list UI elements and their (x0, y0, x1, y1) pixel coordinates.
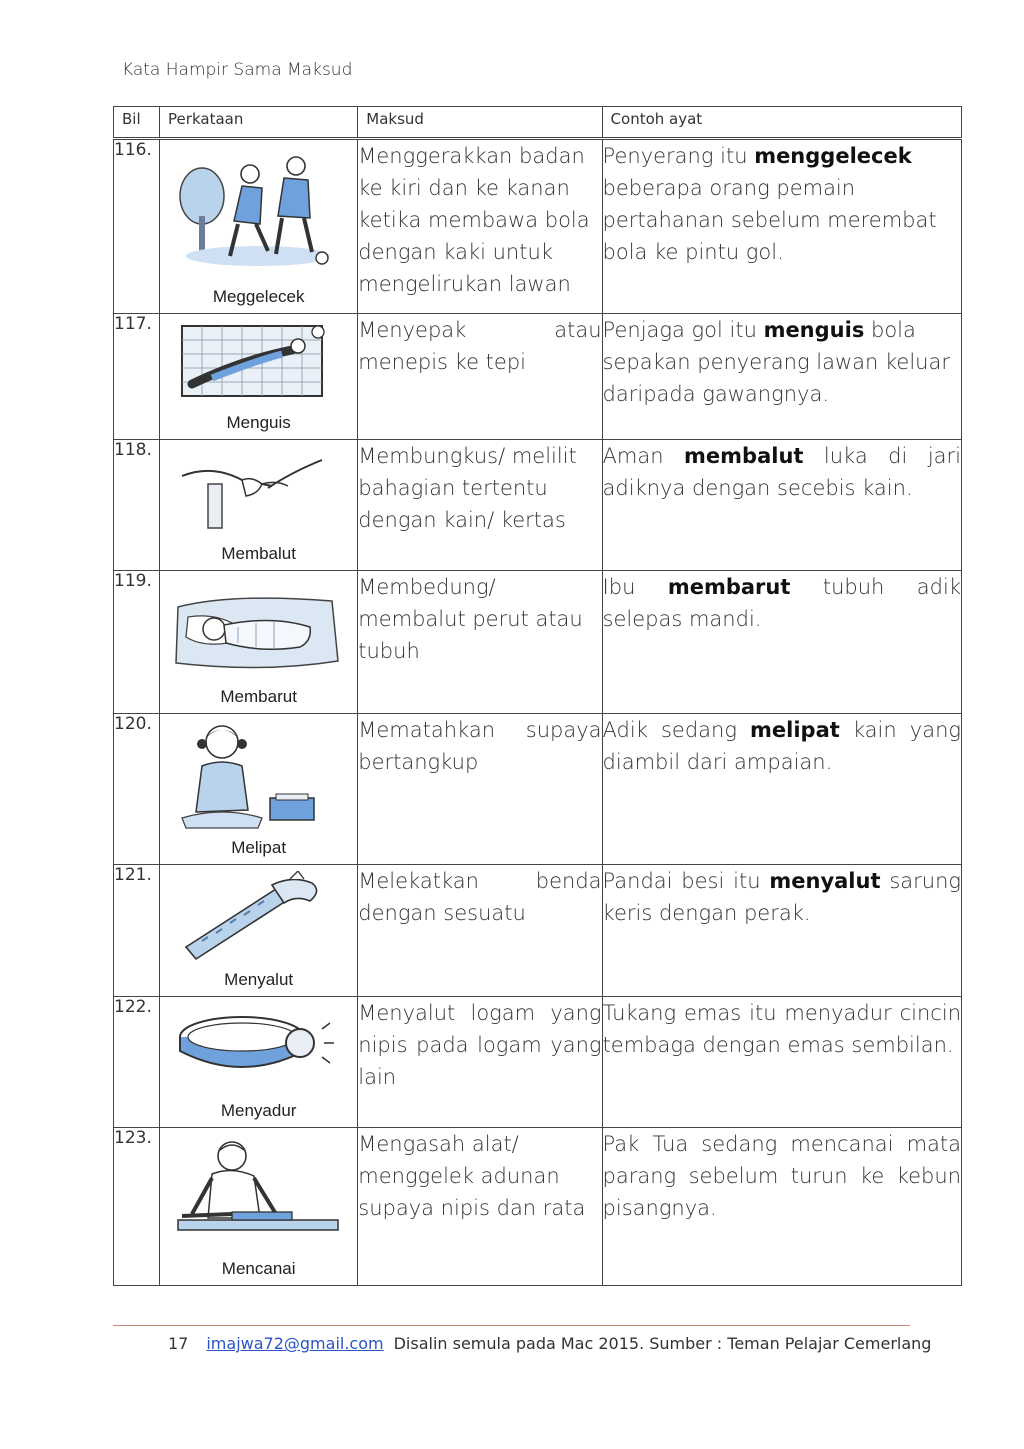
table-row (114, 139, 962, 314)
word-label: Menguis (226, 413, 291, 432)
word-cell (160, 997, 358, 1128)
example-text: Tukang emas itu menyadur cincin tembaga dengan emas sembilan. (602, 1001, 961, 1057)
word-label: Membalut (221, 544, 296, 563)
header-example: Contoh ayat (602, 107, 961, 139)
header-word: Perkataan (160, 107, 358, 139)
header-meaning: Maksud (358, 107, 602, 139)
row-number: 118. (114, 440, 160, 571)
bandaging-finger-icon (172, 446, 344, 542)
row-number: 122. (114, 997, 160, 1128)
meaning-text: Melekatkan benda dengan sesuatu (358, 865, 602, 997)
example-text: Pandai besi itu (602, 869, 770, 893)
example-text: tubuh adik selepas mandi. (602, 575, 961, 631)
meaning-text: Membedung/ membalut perut atau tubuh (358, 571, 602, 714)
word-cell (160, 314, 358, 440)
example-text: luka di jari adiknya dengan secebis kain. (602, 444, 961, 500)
footer-divider (113, 1325, 910, 1326)
example-text: kain yang diambil dari ampaian. (602, 718, 961, 774)
meaning-text: Menyalut logam yang nipis pada logam yang lain (358, 997, 602, 1128)
word-label: Meggelecek (212, 287, 305, 306)
example-keyword: melipat (750, 718, 840, 742)
example-text: beberapa orang pemain pertahanan sebelum merembat bola ke pintu gol. (602, 176, 937, 264)
footer-note: Disalin semula pada Mac 2015. Sumber : Teman Pelajar Cemerlang (393, 1334, 932, 1353)
table-row (114, 1128, 962, 1286)
table-row (114, 314, 962, 440)
word-label: Menyadur (220, 1101, 297, 1120)
table-row (114, 571, 962, 714)
example-sentence (602, 714, 961, 865)
table-row (114, 865, 962, 997)
table-row (114, 440, 962, 571)
man-sharpening-blade-icon (172, 1134, 344, 1254)
header-bil: Bil (114, 107, 160, 139)
word-cell (160, 714, 358, 865)
example-keyword: membarut (667, 575, 791, 599)
vocabulary-table (113, 106, 962, 1286)
row-number: 117. (114, 314, 160, 440)
table-row (114, 714, 962, 865)
example-text: Penjaga gol itu (602, 318, 764, 342)
example-text: sarung keris dengan perak. (602, 869, 961, 925)
meaning-text: Membungkus/ melilit bahagian tertentu dengan kain/ kertas (358, 440, 602, 571)
row-number: 120. (114, 714, 160, 865)
example-sentence (602, 139, 961, 314)
meaning-text: Mematahkan supaya bertangkup (358, 714, 602, 865)
word-label: Melipat (231, 838, 287, 857)
page-number: 17 (168, 1334, 189, 1353)
word-label: Membarut (220, 687, 297, 706)
page-footer (168, 1334, 931, 1353)
example-text: Adik sedang (602, 718, 751, 742)
example-keyword: membalut (684, 444, 804, 468)
example-text: Penyerang itu (602, 144, 755, 168)
example-keyword: menguis (763, 318, 865, 342)
table-row (114, 997, 962, 1128)
word-label: Menyalut (224, 970, 294, 989)
meaning-text: Mengasah alat/ menggelek adunan supaya nipis dan rata (358, 1128, 602, 1286)
example-keyword: menyalut (769, 869, 881, 893)
example-sentence (602, 1128, 961, 1286)
ring-icon (172, 1003, 344, 1097)
girl-folding-cloth-icon (172, 720, 344, 832)
word-cell (160, 440, 358, 571)
row-number: 123. (114, 1128, 160, 1286)
word-cell (160, 1128, 358, 1286)
row-number: 121. (114, 865, 160, 997)
word-cell (160, 139, 358, 314)
goalkeeper-icon (172, 320, 344, 410)
document-title: Kata Hampir Sama Maksud (122, 60, 353, 80)
example-sentence (602, 865, 961, 997)
example-text: bola sepakan penyerang lawan keluar daripada gawangnya. (602, 318, 950, 406)
meaning-text: Menyepak atau menepis ke tepi (358, 314, 602, 440)
keris-sheath-icon (172, 871, 344, 963)
word-cell (160, 865, 358, 997)
example-text: Pak Tua sedang mencanai mata parang sebelum turun ke kebun pisangnya. (602, 1132, 961, 1220)
example-sentence (602, 314, 961, 440)
meaning-text: Menggerakkan badan ke kiri dan ke kanan ketika membawa bola dengan kaki untuk mengelirukan lawan (358, 139, 602, 314)
word-cell (160, 571, 358, 714)
football-players-icon (172, 146, 344, 276)
word-label: Mencanai (221, 1259, 296, 1278)
example-keyword: menggelecek (754, 144, 912, 168)
swaddled-baby-icon (172, 577, 344, 681)
example-text: Aman (602, 444, 685, 468)
example-sentence (602, 571, 961, 714)
example-sentence (602, 997, 961, 1128)
table-header-row (114, 107, 962, 139)
row-number: 119. (114, 571, 160, 714)
example-sentence (602, 440, 961, 571)
row-number: 116. (114, 139, 160, 314)
email-link[interactable]: imajwa72@gmail.com (206, 1334, 384, 1353)
example-text: Ibu (602, 575, 668, 599)
